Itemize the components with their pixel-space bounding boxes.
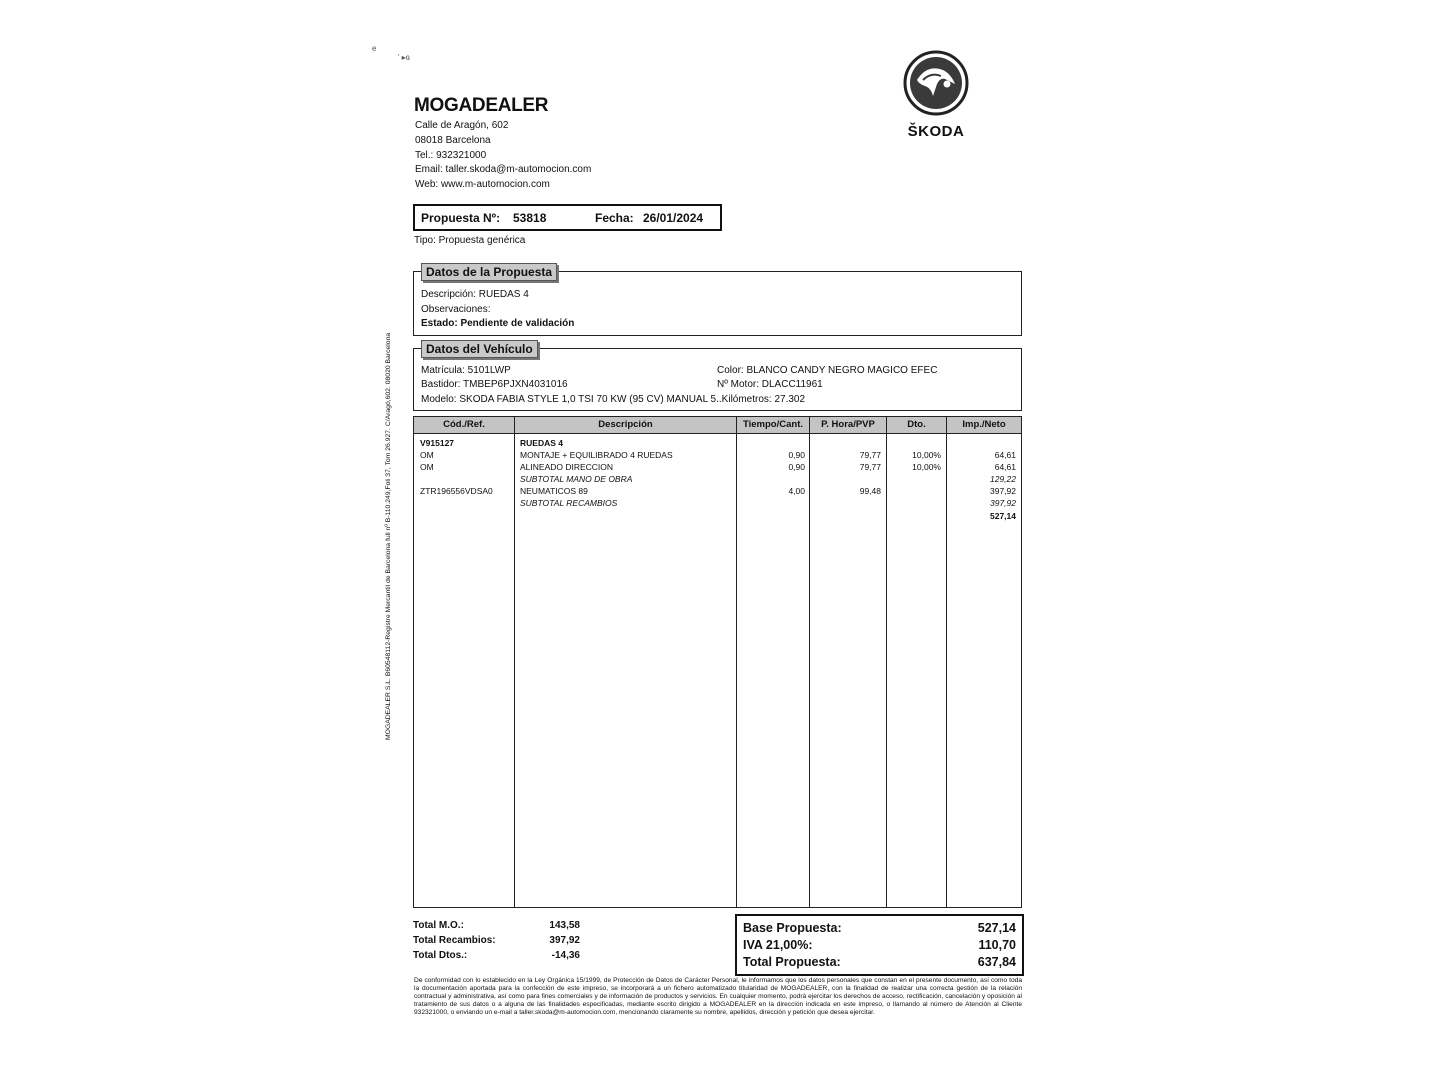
table-cell-code: V915127 [420,438,455,448]
items-table [413,416,1022,908]
summary-base-row [743,921,1016,935]
total-discounts-label: Total Dtos.: [413,950,468,961]
proposal-number-label: Propuesta Nº: [421,211,501,225]
proposal-type: Tipo: Propuesta genérica [414,235,526,246]
legal-notice: De conformidad con lo establecido en la Ley Orgánica 15/1999, de Protección de Datos de Carácter Personal, le informamos que los datos personales que constan en el presente documento, así como toda la documentación aportada para la confección de este impreso, se incorporará a un fichero automatizado titularidad de MOGADEALER, con la finalidad de realizar una correcta gestión de la relación contractual y administrativa, así como para fines comerciales y de información de productos y servicios. En cualquier momento, podrá ejercitar los derechos de acceso, rectificación, cancelación y oposición al tratamiento de sus datos o a alguna de las finalidades especificadas, mediante escrito dirigido a MOGADEALER en la dirección indicada en este impreso, o llamando al número de Atención al Cliente 932321000, o enviando un e-mail a taller.skoda@m-automocion.com, mencionando claramente su nombre, apellidos, dirección y petición que desea ejercitar. [414,977,1022,1016]
skoda-winged-arrow-icon [903,50,969,116]
vehicle-details-section [413,342,1022,411]
table-cell-discount: 10,00% [912,462,941,472]
table-cell-discount: 10,00% [912,450,941,460]
table-cell-quantity: 0,90 [788,450,805,460]
column-header: P. Hora/PVP [810,417,886,434]
summary-vat-label: IVA 21,00%: [743,938,813,952]
total-parts-label: Total Recambios: [413,935,496,946]
summary-vat-value: 110,70 [978,938,1016,952]
column-header: Cód./Ref. [414,417,514,434]
proposal-date: 26/01/2024 [643,211,704,225]
table-cell-code: ZTR196556VDSA0 [420,486,493,496]
table-cell-code: OM [420,462,434,472]
table-cell-price: 79,77 [859,462,881,472]
section-title: Datos de la Propuesta [421,263,557,281]
proposal-observations: Observaciones: [421,304,491,315]
vehicle-color: Color: BLANCO CANDY NEGRO MAGICO EFEC [717,365,938,376]
proposal-date-label: Fecha: [595,211,634,225]
company-web: Web: www.m-automocion.com [415,179,550,190]
brand-name: ŠKODA [907,123,965,140]
table-cell-code: OM [420,450,434,460]
company-address-street: Calle de Aragón, 602 [415,120,509,131]
company-name: MOGADEALER [414,95,549,116]
column-header: Tiempo/Cant. [737,417,809,434]
vehicle-plate: Matrícula: 5101LWP [421,365,511,376]
summary-box [735,914,1024,976]
table-cell-description: NEUMATICOS 89 [520,486,588,496]
section-title: Datos del Vehículo [421,340,538,358]
company-phone: Tel.: 932321000 [415,150,487,161]
summary-total-row [743,955,1016,969]
summary-vat-row [743,938,1016,952]
registry-vertical-text: MOGADEALER S.L. B60548112-Registre Mercantil de Barcelona full nº B-110.249,Foli 37, Tom 26.927. C/Aragó,602. 08020 Barcelona [385,332,392,740]
table-cell-quantity: 0,90 [788,462,805,472]
vehicle-vin: Bastidor: TMBEP6PJXN4031016 [421,379,568,390]
proposal-box [413,204,722,231]
column-header: Dto. [887,417,946,434]
company-email: Email: taller.skoda@m-automocion.com [415,164,592,175]
proposal-status: Estado: Pendiente de validación [421,318,575,329]
table-cell-price: 99,48 [859,486,881,496]
total-labor-value: 143,58 [549,920,580,931]
table-cell-net: 64,61 [994,462,1016,472]
summary-base-value: 527,14 [977,921,1016,935]
summary-base-label: Base Propuesta: [743,921,842,935]
vehicle-model: Modelo: SKODA FABIA STYLE 1,0 TSI 70 KW (95 CV) MANUAL 5..Kilómetros: 27.302 [421,394,806,405]
table-cell-total: 527,14 [990,511,1016,521]
table-cell-quantity: 4,00 [788,486,805,496]
table-cell-description: ALINEADO DIRECCION [520,462,614,472]
vehicle-engine-number: Nº Motor: DLACC11961 [717,379,823,390]
column-header: Imp./Neto [947,417,1021,434]
total-labor-label: Total M.O.: [413,920,464,931]
table-cell-description: SUBTOTAL MANO DE OBRA [520,474,633,484]
scan-mark: ' ▸ɞ [398,53,410,62]
column-header: Descripción [515,417,736,434]
proposal-number: 53818 [513,211,547,225]
table-cell-net: 129,22 [990,474,1016,484]
proposal-description: Descripción: RUEDAS 4 [421,289,529,300]
summary-total-label: Total Propuesta: [743,955,841,969]
summary-total-value: 637,84 [977,955,1016,969]
table-cell-description: MONTAJE + EQUILIBRADO 4 RUEDAS [520,450,673,460]
brand-logo [898,50,974,140]
company-address-city: 08018 Barcelona [415,135,491,146]
table-cell-net: 64,61 [994,450,1016,460]
total-discounts-value: -14,36 [551,950,580,961]
total-parts-value: 397,92 [549,935,580,946]
table-cell-description: SUBTOTAL RECAMBIOS [520,498,618,508]
proposal-details-section [413,265,1022,336]
table-cell-price: 79,77 [859,450,881,460]
scan-mark: e [372,44,377,53]
table-cell-net: 397,92 [990,486,1016,496]
table-cell-description: RUEDAS 4 [520,438,563,448]
table-cell-net: 397,92 [990,498,1016,508]
